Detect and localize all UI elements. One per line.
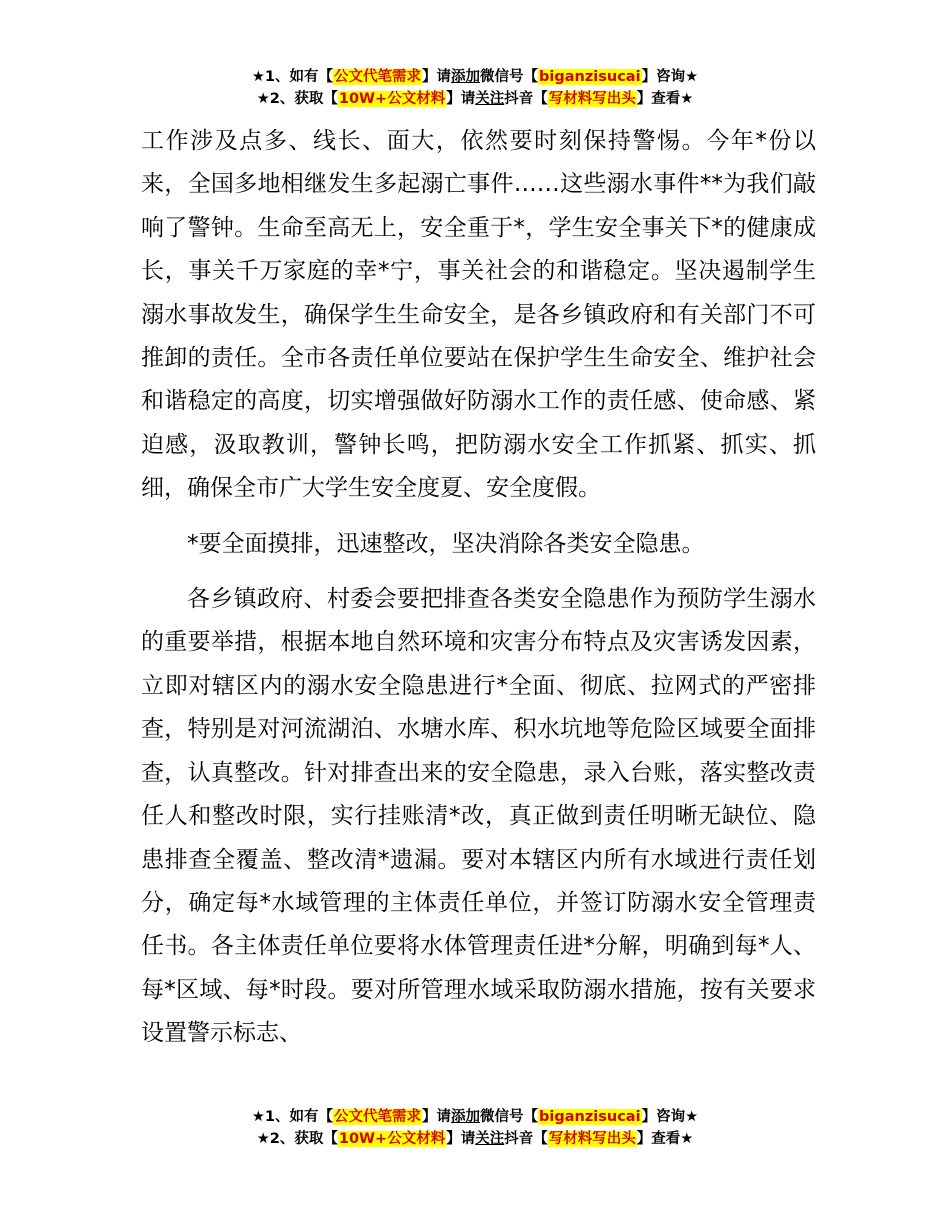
banner-highlight-materials: 10W+公文材料 [338, 91, 446, 107]
banner-highlight-service: 公文代笔需求 [334, 69, 422, 85]
banner-highlight-materials: 10W+公文材料 [338, 1131, 446, 1147]
banner-highlight-douyin: 写材料写出头 [548, 91, 636, 107]
paragraph-2-heading: *要全面摸排，迅速整改，坚决消除各类安全隐患。 [187, 530, 705, 557]
banner-highlight-douyin: 写材料写出头 [548, 1131, 636, 1147]
paragraph-1: 工作涉及点多、线长、面大，依然要时刻保持警惕。今年*份以来，全国多地相继发生多起溺亡事件……这些溺水事件**为我们敲响了警钟。生命至高无上，安全重于*，学生安全事关下*的健康成长，事关千万家庭的幸*宁，事关社会的和谐稳定。坚决遏制学生溺水事故发生，确保学生生命安全，是各乡镇政府和有关部门不可推卸的责任。全市各责任单位要站在保护学生生命安全、维护社会和谐稳定的高度，切实增强做好防溺水工作的责任感、使命感、紧迫感，汲取教训，警钟长鸣，把防溺水安全工作抓紧、抓实、抓细，确保全市广大学生安全度夏、安全度假。 [141, 128, 816, 502]
banner-highlight-wechat: biganzisucai [539, 69, 641, 85]
banner-highlight-service: 公文代笔需求 [334, 1109, 422, 1125]
banner-line-2: ★2、获取【10W+公文材料】请关注抖音【写材料写出头】查看★ [256, 1131, 694, 1147]
header-banner [0, 66, 950, 110]
banner-highlight-wechat: biganzisucai [539, 1109, 641, 1125]
banner-line-1: ★1、如有【公文代笔需求】请添加微信号【biganzisucai】咨询★ [251, 69, 699, 85]
document-body [141, 120, 816, 1056]
paragraph-3: 各乡镇政府、村委会要把排查各类安全隐患作为预防学生溺水的重要举措，根据本地自然环境和灾害分布特点及灾害诱发因素，立即对辖区内的溺水安全隐患进行*全面、彻底、拉网式的严密排查，特别是对河流湖泊、水塘水库、积水坑地等危险区域要全面排查，认真整改。针对排查出来的安全隐患，录入台账，落实整改责任人和整改时限，实行挂账清*改，真正做到责任明晰无缺位、隐患排查全覆盖、整改清*遗漏。要对本辖区内所有水域进行责任划分，确定每*水域管理的主体责任单位，并签订防溺水安全管理责任书。各主体责任单位要将水体管理责任进*分解，明确到每*人、每*区域、每*时段。要对所管理水域采取防溺水措施，按有关要求设置警示标志、 [141, 586, 816, 1047]
footer-banner [0, 1106, 950, 1150]
banner-line-1: ★1、如有【公文代笔需求】请添加微信号【biganzisucai】咨询★ [251, 1109, 699, 1125]
banner-line-2: ★2、获取【10W+公文材料】请关注抖音【写材料写出头】查看★ [256, 91, 694, 107]
